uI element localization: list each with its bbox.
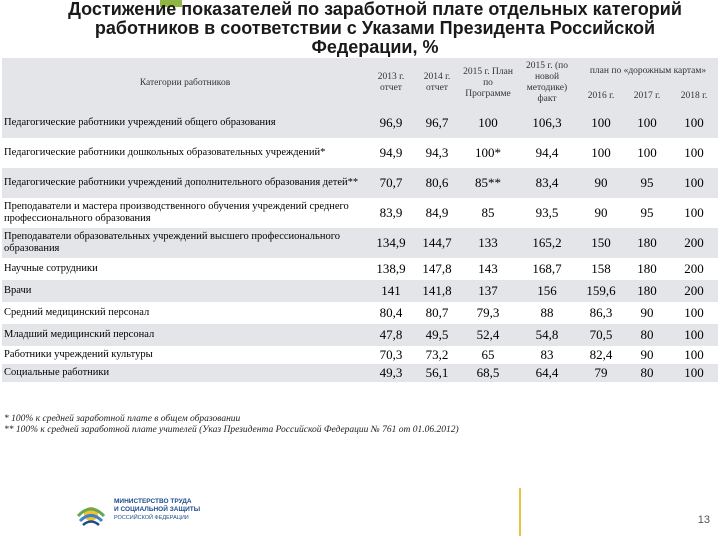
cell-fact2015: 94,4 — [535, 145, 559, 160]
cell-v2018: 100 — [684, 205, 704, 220]
row-category: Социальные работники — [2, 364, 368, 382]
cell-v2014: 147,8 — [422, 261, 452, 276]
table-row — [2, 346, 718, 364]
row-category: Педагогические работники учреждений дополнительного образования детей** — [2, 168, 368, 198]
header-2016: 2016 г. — [578, 84, 624, 108]
cell-fact2015: 168,7 — [532, 261, 562, 276]
cell-v2017: 80 — [624, 324, 670, 346]
cell-v2014: 141,8 — [414, 280, 460, 302]
cell-v2013: 138,9 — [376, 261, 406, 276]
cell-plan2015: 100* — [475, 145, 501, 160]
cell-plan2015: 100 — [460, 108, 516, 138]
cell-plan2015: 68,5 — [460, 364, 516, 382]
table-body — [2, 108, 718, 382]
cell-v2017: 95 — [640, 205, 654, 220]
cell-v2013: 70,3 — [379, 347, 403, 362]
cell-v2017: 180 — [624, 280, 670, 302]
header-2015-plan: 2015 г. План по Программе — [460, 58, 516, 108]
cell-v2018: 100 — [684, 145, 704, 160]
cell-plan2015: 143 — [478, 261, 498, 276]
logo-line-2: И СОЦИАЛЬНОЙ ЗАЩИТЫ — [114, 506, 201, 513]
footnote-1: * 100% к средней заработной плате в общем образовании — [4, 414, 241, 424]
cell-v2017: 90 — [640, 305, 654, 320]
cell-plan2015: 52,4 — [460, 324, 516, 346]
cell-v2014: 80,6 — [414, 168, 460, 198]
cell-v2014: 94,3 — [425, 145, 449, 160]
table-row — [2, 198, 718, 228]
row-category: Педагогические работники дошкольных образовательных учреждений* — [4, 147, 326, 158]
cell-plan2015: 79,3 — [476, 305, 500, 320]
cell-plan2015: 85 — [481, 205, 495, 220]
cell-v2018: 200 — [684, 261, 704, 276]
ministry-logo — [74, 494, 214, 528]
cell-v2017: 100 — [637, 145, 657, 160]
cell-v2013: 70,7 — [368, 168, 414, 198]
cell-fact2015: 165,2 — [516, 228, 578, 258]
wage-table — [2, 58, 718, 382]
cell-fact2015: 83 — [540, 347, 554, 362]
cell-fact2015: 106,3 — [516, 108, 578, 138]
cell-fact2015: 88 — [540, 305, 554, 320]
header-2013: 2013 г. отчет — [368, 58, 414, 108]
cell-v2018: 100 — [670, 108, 718, 138]
row-category: Средний медицинский персонал — [4, 307, 150, 318]
header-2017: 2017 г. — [624, 84, 670, 108]
table-row — [2, 364, 718, 382]
cell-v2018: 100 — [684, 347, 704, 362]
cell-v2016: 82,4 — [589, 347, 613, 362]
cell-fact2015: 93,5 — [535, 205, 559, 220]
sun-emblem-icon — [74, 494, 108, 528]
header-2018: 2018 г. — [670, 84, 718, 108]
table-row — [2, 108, 718, 138]
cell-v2014: 144,7 — [414, 228, 460, 258]
cell-v2018: 100 — [670, 168, 718, 198]
cell-v2014: 49,5 — [414, 324, 460, 346]
table-row — [2, 280, 718, 302]
header-2015-fact: 2015 г. (по новой методике) факт — [516, 58, 578, 108]
cell-v2013: 141 — [368, 280, 414, 302]
cell-v2014: 73,2 — [425, 347, 449, 362]
footnotes — [4, 414, 459, 436]
table-row — [2, 302, 718, 324]
cell-v2014: 56,1 — [414, 364, 460, 382]
table-row — [2, 324, 718, 346]
cell-plan2015: 65 — [481, 347, 495, 362]
cell-v2016: 100 — [591, 145, 611, 160]
header-roadmap: план по «дорожным картам» — [578, 58, 718, 84]
cell-v2017: 180 — [624, 228, 670, 258]
table-row — [2, 228, 718, 258]
cell-v2017: 180 — [637, 261, 657, 276]
row-category: Работники учреждений культуры — [4, 349, 153, 360]
cell-v2018: 100 — [670, 324, 718, 346]
header-2014: 2014 г. отчет — [414, 58, 460, 108]
logo-line-1: МИНИСТЕРСТВО ТРУДА — [114, 498, 192, 505]
cell-v2013: 80,4 — [379, 305, 403, 320]
cell-v2016: 86,3 — [589, 305, 613, 320]
footnote-2: ** 100% к средней заработной плате учителей (Указ Президента Российской Федерации № 761 от 01.06.2012) — [4, 425, 459, 435]
table-row — [2, 138, 718, 168]
table-row — [2, 258, 718, 280]
table-row — [2, 168, 718, 198]
cell-v2016: 90 — [578, 168, 624, 198]
cell-v2016: 150 — [578, 228, 624, 258]
cell-v2013: 94,9 — [379, 145, 403, 160]
cell-v2017: 90 — [640, 347, 654, 362]
cell-v2016: 100 — [578, 108, 624, 138]
cell-v2016: 70,5 — [578, 324, 624, 346]
row-category: Преподаватели и мастера производственного обучения учреждений среднего профессионального образования — [4, 201, 349, 224]
cell-v2016: 90 — [594, 205, 608, 220]
title-area — [0, 0, 720, 57]
cell-v2018: 200 — [670, 280, 718, 302]
cell-fact2015: 54,8 — [516, 324, 578, 346]
header-category: Категории работников — [2, 58, 368, 108]
row-category: Врачи — [2, 280, 368, 302]
cell-v2013: 83,9 — [379, 205, 403, 220]
cell-v2016: 79 — [578, 364, 624, 382]
page-number: 13 — [697, 514, 710, 526]
divider-line — [519, 488, 521, 536]
cell-v2013: 134,9 — [368, 228, 414, 258]
row-category: Научные сотрудники — [4, 263, 98, 274]
cell-v2013: 47,8 — [368, 324, 414, 346]
cell-v2016: 159,6 — [578, 280, 624, 302]
cell-v2017: 95 — [624, 168, 670, 198]
cell-fact2015: 83,4 — [516, 168, 578, 198]
cell-v2014: 96,7 — [414, 108, 460, 138]
cell-v2018: 100 — [670, 364, 718, 382]
cell-v2016: 158 — [591, 261, 611, 276]
cell-v2018: 200 — [670, 228, 718, 258]
cell-fact2015: 64,4 — [516, 364, 578, 382]
cell-fact2015: 156 — [516, 280, 578, 302]
cell-plan2015: 85** — [460, 168, 516, 198]
page-title: Достижение показателей по заработной плате отдельных категорий работников в соответствии с Указами Президента Российской Федерации, % — [68, 0, 682, 57]
cell-plan2015: 133 — [460, 228, 516, 258]
row-category: Преподаватели образовательных учреждений высшего профессионального образования — [2, 228, 368, 258]
cell-v2013: 49,3 — [368, 364, 414, 382]
logo-line-3: РОССИЙСКОЙ ФЕДЕРАЦИИ — [114, 515, 189, 521]
row-category: Младший медицинский персонал — [2, 324, 368, 346]
cell-v2013: 96,9 — [368, 108, 414, 138]
cell-v2014: 80,7 — [425, 305, 449, 320]
cell-v2017: 80 — [624, 364, 670, 382]
cell-v2014: 84,9 — [425, 205, 449, 220]
row-category: Педагогические работники учреждений общего образования — [2, 108, 368, 138]
cell-v2017: 100 — [624, 108, 670, 138]
cell-v2018: 100 — [684, 305, 704, 320]
cell-plan2015: 137 — [460, 280, 516, 302]
